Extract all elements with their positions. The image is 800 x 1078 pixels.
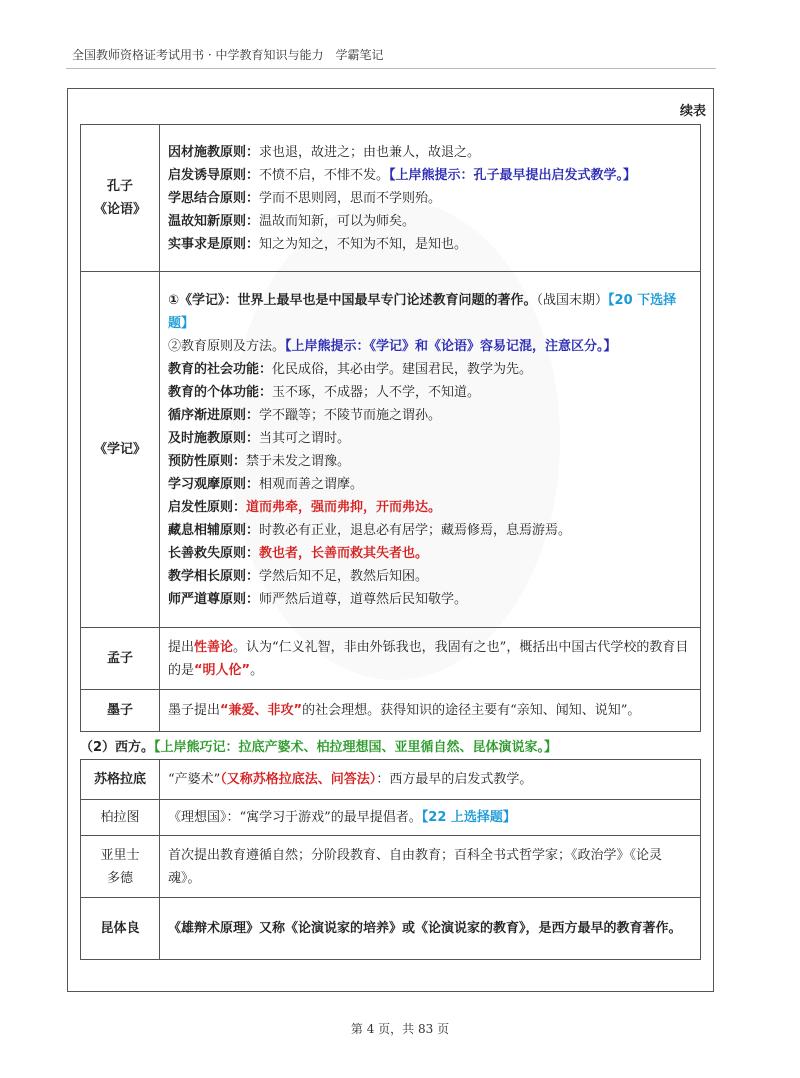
xueji-rows — [168, 358, 692, 611]
xueji-methods: ②教育原则及方法。【上岸熊提示：《学记》和《论语》容易记混，注意区分。】 — [168, 338, 617, 354]
content-cell-aristotle: 首次提出教育遵循自然；分阶段教育、自由教育；百科全书式哲学家；《政治学》《论灵魂》。 — [160, 836, 701, 898]
name-cell-mozi: 墨子 — [81, 690, 160, 732]
content-cell-quintilian: 《雄辩术原理》又称《论演说家的培养》或《论演说家的教育》，是西方最早的教育著作。 — [160, 898, 701, 960]
continuation-label: 续表 — [679, 104, 706, 119]
tip-note: 【上岸熊提示：孔子最早提出启发式教学。】 — [389, 167, 637, 183]
list-item: 教学相长原则：学然后知不足，教然后知困。 — [168, 568, 429, 584]
name-cell-plato: 柏拉图 — [81, 800, 160, 836]
list-item: 教育的个体功能：玉不琢，不成器；人不学，不知道。 — [168, 384, 481, 400]
list-item: 循序渐进原则：学不躐等；不陵节而施之谓孙。 — [168, 407, 442, 423]
list-item: 实事求是原则：知之为知之，不知为不知，是知也。 — [168, 236, 468, 252]
western-table — [80, 759, 701, 960]
mnemonic-note: 【上岸熊巧记：拉底产婆术、柏拉理想国、亚里循自然、昆体演说家。】 — [154, 740, 558, 755]
exam-tag: 【20 下选择题】 — [168, 292, 677, 331]
highlight-term: （又称苏格拉底法、问答法） — [220, 772, 377, 787]
name-cell-quintilian: 昆体良 — [81, 898, 160, 960]
header-rule — [66, 68, 716, 69]
content-cell-plato: 《理想国》：“寓学习于游戏”的最早提倡者。【22 上选择题】 — [160, 800, 701, 836]
section-west-title: （2）西方。【上岸熊巧记：拉底产婆术、柏拉理想国、亚里循自然、昆体演说家。】 — [80, 740, 558, 755]
exam-tag: 【22 上选择题】 — [421, 810, 516, 825]
table-row-mozi — [81, 690, 701, 732]
tip-note: 【上岸熊提示：《学记》和《论语》容易记混，注意区分。】 — [285, 338, 617, 354]
list-item: 教育的社会功能：化民成俗，其必由学。建国君民，教学为先。 — [168, 361, 533, 377]
name-cell-socrates: 苏格拉底 — [81, 760, 160, 800]
list-item: 启发诱导原则：不愤不启，不悱不发。【上岸熊提示：孔子最早提出启发式教学。】 — [168, 167, 637, 183]
table-row-plato — [81, 800, 701, 836]
list-item: 学习观摩原则：相观而善之谓摩。 — [168, 476, 364, 492]
list-item: 因材施教原则：求也退，故进之；由也兼人，故退之。 — [168, 144, 481, 160]
name-lunyu: 《论语》 — [93, 202, 146, 217]
list-item: 及时施教原则：当其可之谓时。 — [168, 430, 351, 446]
list-item: 温故知新原则：温故而知新，可以为师矣。 — [168, 213, 416, 229]
list-item: 预防性原则：禁于未发之谓豫。 — [168, 453, 351, 469]
ancient-china-table — [80, 124, 701, 732]
content-cell-xueji — [160, 272, 701, 628]
name-cell-xueji: 《学记》 — [81, 272, 160, 628]
table-row-kongzi — [81, 125, 701, 272]
table-row-mengzi — [81, 628, 701, 690]
list-item: 师严道尊原则：师严然后道尊，道尊然后民知敬学。 — [168, 591, 468, 607]
highlight-term: “兼爱、非攻” — [220, 703, 303, 718]
name-cell-aristotle: 亚里士 多德 — [81, 836, 160, 898]
list-item: 学思结合原则：学而不思则罔，思而不学则殆。 — [168, 190, 442, 206]
name-cell-mengzi: 孟子 — [81, 628, 160, 690]
table-row-xueji — [81, 272, 701, 628]
xueji-intro: ①《学记》：世界上最早也是中国最早专门论述教育问题的著作。（战国末期）【20 下选择题】 — [168, 292, 677, 331]
table-row-aristotle — [81, 836, 701, 898]
highlight-term: 性善论 — [194, 639, 234, 655]
list-item: 长善救失原则：教也者，长善而救其失者也。 — [168, 545, 429, 561]
content-cell-mozi: 墨子提出“兼爱、非攻”的社会理想。获得知识的途径主要有“亲知、闻知、说知”。 — [160, 690, 701, 732]
name-kongzi: 孔子 — [106, 179, 133, 194]
name-cell-kongzi — [81, 125, 160, 272]
table-row-socrates — [81, 760, 701, 800]
page-footer: 第 4 页，共 83 页 — [350, 1022, 450, 1036]
content-cell-kongzi — [160, 125, 701, 272]
page-header: 全国教师资格证考试用书 · 中学教育知识与能力 学霸笔记 — [72, 48, 384, 62]
content-cell-mengzi: 提出性善论。认为“仁义礼智，非由外铄我也，我固有之也”，概括出中国古代学校的教育目的是“明人伦”。 — [160, 628, 701, 690]
list-item: 启发性原则：道而弗牵，强而弗抑，开而弗达。 — [168, 499, 442, 515]
table-row-quintilian — [81, 898, 701, 960]
highlight-term: “明人伦” — [194, 662, 251, 678]
content-cell-socrates: “产婆术”（又称苏格拉底法、问答法）：西方最早的启发式教学。 — [160, 760, 701, 800]
list-item: 藏息相辅原则：时教必有正业，退息必有居学；藏焉修焉，息焉游焉。 — [168, 522, 572, 538]
